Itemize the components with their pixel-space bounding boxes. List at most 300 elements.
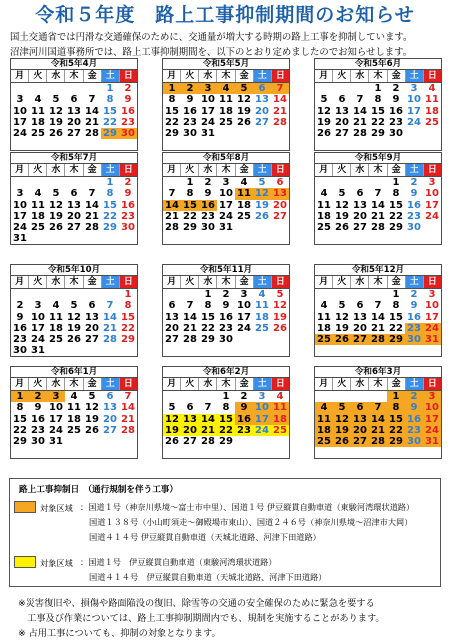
empty-cell <box>333 345 351 356</box>
day-cell: 22 <box>165 116 179 128</box>
yellow-area-line: 国道４１４号 伊豆縦貫自動車道（天城北道路、河津下田道路） <box>89 572 327 582</box>
empty-cell <box>369 447 387 458</box>
weekday-label: 日 <box>424 276 441 288</box>
day-cell: 14 <box>103 311 117 323</box>
day-cell: 19 <box>255 199 269 211</box>
empty-cell <box>333 289 351 300</box>
day-cell: 10 <box>49 402 63 414</box>
empty-cell <box>271 345 289 356</box>
empty-cell <box>369 233 387 244</box>
empty-cell <box>217 233 235 244</box>
day-cell: 19 <box>317 116 331 128</box>
day-cell: 25 <box>315 436 333 447</box>
day-cell: 30 <box>219 334 233 346</box>
day-cell: 22 <box>201 322 215 334</box>
day-cell: 3 <box>258 391 266 402</box>
empty-cell <box>217 447 235 458</box>
empty-cell <box>333 391 351 402</box>
day-cell: 18 <box>31 210 45 222</box>
empty-cell <box>11 139 29 150</box>
day-cell: 29 <box>201 334 215 346</box>
empty-cell <box>47 233 65 244</box>
note-line: ※ 占用工事についても、抑制の対象となります。 <box>18 628 221 639</box>
day-cell: 4 <box>320 300 328 312</box>
day-cell: 5 <box>70 300 78 312</box>
day-cell: 24 <box>31 334 45 346</box>
empty-cell <box>101 447 119 458</box>
day-cell: 21 <box>353 116 367 128</box>
day-cell: 6 <box>338 94 346 106</box>
day-cell: 26 <box>165 436 179 448</box>
day-cell: 15 <box>387 414 405 425</box>
day-cell: 24 <box>13 128 27 140</box>
day-cell: 29 <box>121 334 135 346</box>
weekday-label: 月 <box>315 378 333 390</box>
day-cell: 8 <box>374 94 382 106</box>
day-cell: 14 <box>371 311 385 323</box>
day-cell: 14 <box>121 402 135 414</box>
weekday-header <box>163 378 289 391</box>
day-cell: 29 <box>219 436 233 448</box>
day-cell: 21 <box>369 425 387 436</box>
weekday-header <box>315 378 441 391</box>
weekday-label: 火 <box>181 378 199 390</box>
notes <box>18 596 448 641</box>
day-cell: 25 <box>271 425 289 436</box>
empty-cell <box>199 447 217 458</box>
day-cell: 9 <box>204 188 212 200</box>
day-cell: 16 <box>407 199 421 211</box>
day-cell: 15 <box>201 311 215 323</box>
weekday-label: 木 <box>369 164 387 176</box>
day-grid <box>163 83 289 151</box>
empty-cell <box>351 391 369 402</box>
empty-cell <box>83 177 101 188</box>
day-cell: 23 <box>407 210 421 222</box>
day-cell: 5 <box>276 289 284 300</box>
day-cell: 7 <box>271 83 289 94</box>
day-grid <box>163 289 289 357</box>
day-cell: 9 <box>235 402 253 413</box>
day-cell: 15 <box>181 200 199 211</box>
day-cell: 2 <box>392 83 400 94</box>
month-calendar <box>162 366 290 459</box>
month-title: 令和5年8月 <box>163 153 289 164</box>
day-cell: 23 <box>405 425 423 436</box>
day-cell: 8 <box>186 188 194 200</box>
day-cell: 2 <box>16 300 24 312</box>
day-cell: 9 <box>186 94 194 106</box>
day-cell: 23 <box>31 424 45 436</box>
day-cell: 25 <box>219 116 233 128</box>
weekday-label: 火 <box>29 70 47 82</box>
day-cell: 7 <box>374 300 382 312</box>
weekday-label: 金 <box>84 378 102 390</box>
note-line: 工事及び作業については、路上工事抑制期間内でも、規制を実施することがあります。 <box>18 613 385 624</box>
empty-cell <box>369 139 387 150</box>
day-cell: 11 <box>31 199 45 211</box>
weekday-label: 火 <box>333 70 351 82</box>
day-cell: 21 <box>85 210 99 222</box>
day-cell: 11 <box>31 105 45 117</box>
day-grid <box>163 177 289 245</box>
empty-cell <box>315 83 333 94</box>
day-cell: 29 <box>103 222 117 234</box>
day-cell: 26 <box>333 436 351 447</box>
day-cell: 8 <box>387 402 405 413</box>
day-cell: 16 <box>407 311 421 323</box>
month-title: 令和6年1月 <box>11 367 137 378</box>
day-cell: 1 <box>186 177 194 188</box>
day-cell: 24 <box>425 210 439 222</box>
weekday-label: 金 <box>84 70 102 82</box>
weekday-label: 日 <box>272 164 289 176</box>
weekday-label: 日 <box>272 70 289 82</box>
empty-cell <box>423 222 441 233</box>
weekday-label: 日 <box>120 276 137 288</box>
note-line: ※災害復旧や、損傷や路面陥没の復旧、除雪等の交通の安全確保のために緊急を要する <box>18 598 375 609</box>
empty-cell <box>29 139 47 150</box>
weekday-label: 水 <box>351 70 369 82</box>
empty-cell <box>119 345 137 356</box>
day-cell: 10 <box>253 402 271 413</box>
day-cell: 26 <box>317 128 331 140</box>
day-cell: 14 <box>371 199 385 211</box>
empty-cell <box>333 447 351 458</box>
day-cell: 12 <box>67 311 81 323</box>
day-cell: 30 <box>183 128 197 140</box>
day-cell: 26 <box>273 322 287 334</box>
empty-cell <box>351 83 369 94</box>
day-cell: 23 <box>201 210 215 222</box>
empty-cell <box>217 128 235 139</box>
day-cell: 9 <box>405 402 423 413</box>
day-cell: 11 <box>219 94 233 106</box>
yellow-swatch <box>14 556 36 568</box>
day-cell: 16 <box>31 413 45 425</box>
day-cell: 27 <box>351 334 369 345</box>
day-cell: 24 <box>237 322 251 334</box>
weekday-label: 木 <box>217 276 235 288</box>
day-cell: 14 <box>183 311 197 323</box>
day-cell: 17 <box>423 414 441 425</box>
day-cell: 8 <box>392 300 400 312</box>
empty-cell <box>333 83 351 94</box>
weekday-label: 水 <box>47 164 65 176</box>
empty-cell <box>253 128 271 139</box>
day-cell: 29 <box>387 436 405 447</box>
weekday-label: 金 <box>236 378 254 390</box>
day-cell: 25 <box>31 128 45 140</box>
day-cell: 23 <box>405 323 423 334</box>
empty-cell <box>315 177 333 188</box>
weekday-label: 月 <box>11 378 29 390</box>
empty-cell <box>47 447 65 458</box>
day-cell: 12 <box>335 311 349 323</box>
month-title: 令和5年9月 <box>315 153 441 164</box>
day-cell: 1 <box>387 391 405 402</box>
day-cell: 3 <box>428 177 436 188</box>
day-cell: 17 <box>407 105 421 117</box>
weekday-label: 火 <box>181 70 199 82</box>
empty-cell <box>253 447 271 458</box>
day-cell: 30 <box>407 222 421 234</box>
day-grid <box>315 391 441 459</box>
orange-area-line: ：国道１号（神奈川県境～富士市中里）、国道１号 伊豆縦貫自動車道（東駿河湾環状道路） <box>80 502 415 512</box>
day-cell: 8 <box>392 188 400 200</box>
empty-cell <box>315 391 333 402</box>
month-calendar <box>314 152 442 245</box>
day-cell: 1 <box>222 391 230 402</box>
day-cell: 16 <box>13 322 27 334</box>
empty-cell <box>423 139 441 150</box>
weekday-label: 木 <box>217 164 235 176</box>
day-cell: 4 <box>52 300 60 312</box>
weekday-label: 金 <box>388 276 406 288</box>
day-cell: 23 <box>219 322 233 334</box>
day-cell: 7 <box>369 402 387 413</box>
day-cell: 12 <box>237 94 251 106</box>
day-cell: 5 <box>52 94 60 106</box>
weekday-label: 月 <box>11 164 29 176</box>
day-cell: 3 <box>199 83 217 94</box>
empty-cell <box>271 222 289 233</box>
day-cell: 29 <box>389 222 403 234</box>
weekday-label: 土 <box>102 276 120 288</box>
day-cell: 17 <box>219 199 233 211</box>
day-cell: 12 <box>163 414 181 425</box>
empty-cell <box>387 233 405 244</box>
day-cell: 21 <box>273 105 287 117</box>
weekday-label: 火 <box>181 276 199 288</box>
weekday-header <box>315 276 441 289</box>
day-cell: 29 <box>371 128 385 140</box>
intro-line: 沼津河川国道事務所では、路上工事抑制期間を、以下のとおり定めましたのでお知らせします。 <box>10 47 413 58</box>
empty-cell <box>199 391 217 402</box>
weekday-label: 土 <box>102 164 120 176</box>
day-cell: 19 <box>49 210 63 222</box>
weekday-label: 木 <box>217 70 235 82</box>
day-grid <box>315 177 441 245</box>
day-cell: 3 <box>240 289 248 300</box>
day-cell: 18 <box>271 414 289 425</box>
day-cell: 8 <box>222 402 230 414</box>
weekday-label: 木 <box>65 276 83 288</box>
month-title: 令和5年7月 <box>11 153 137 164</box>
day-cell: 8 <box>106 188 114 200</box>
day-cell: 24 <box>13 222 27 234</box>
day-cell: 5 <box>338 300 346 312</box>
day-cell: 26 <box>85 424 99 436</box>
day-cell: 29 <box>387 334 405 345</box>
day-cell: 7 <box>186 300 194 312</box>
weekday-label: 水 <box>47 378 65 390</box>
day-cell: 5 <box>52 188 60 200</box>
empty-cell <box>405 233 423 244</box>
day-cell: 5 <box>258 177 266 188</box>
empty-cell <box>163 447 181 458</box>
day-cell: 15 <box>165 105 179 117</box>
day-cell: 10 <box>425 188 439 200</box>
weekday-label: 水 <box>351 164 369 176</box>
day-cell: 7 <box>204 402 212 414</box>
empty-cell <box>101 436 119 447</box>
day-cell: 13 <box>351 414 369 425</box>
empty-cell <box>351 233 369 244</box>
day-cell: 22 <box>217 425 235 436</box>
day-cell: 15 <box>217 414 235 425</box>
day-cell: 31 <box>201 128 215 140</box>
empty-cell <box>65 436 83 447</box>
day-cell: 7 <box>124 391 132 402</box>
day-cell: 16 <box>199 200 217 211</box>
day-cell: 23 <box>13 334 27 346</box>
weekday-label: 金 <box>388 164 406 176</box>
empty-cell <box>163 139 181 150</box>
day-cell: 6 <box>356 188 364 200</box>
day-cell: 24 <box>423 425 441 436</box>
day-cell: 30 <box>201 222 215 234</box>
day-cell: 13 <box>353 311 367 323</box>
day-cell: 31 <box>31 345 45 357</box>
day-cell: 17 <box>425 199 439 211</box>
day-cell: 13 <box>353 199 367 211</box>
day-cell: 31 <box>49 436 63 448</box>
day-cell: 8 <box>168 94 176 106</box>
weekday-label: 日 <box>120 164 137 176</box>
day-cell: 2 <box>405 391 423 402</box>
day-cell: 15 <box>103 105 117 117</box>
empty-cell <box>387 447 405 458</box>
day-cell: 10 <box>13 199 27 211</box>
day-cell: 11 <box>271 402 289 413</box>
day-cell: 14 <box>199 414 217 425</box>
day-cell: 9 <box>222 300 230 312</box>
day-cell: 26 <box>49 128 63 140</box>
weekday-label: 日 <box>120 70 137 82</box>
day-cell: 21 <box>183 322 197 334</box>
month-calendar <box>314 264 442 357</box>
day-cell: 31 <box>219 222 233 234</box>
day-cell: 2 <box>410 289 418 300</box>
day-cell: 20 <box>273 199 287 211</box>
day-cell: 1 <box>204 289 212 300</box>
intro-line: 国土交通省では円滑な交通確保のために、交通量が増大する時期の路上工事を抑制しています。 <box>10 32 413 43</box>
day-cell: 15 <box>389 311 403 323</box>
day-cell: 5 <box>235 83 253 94</box>
day-cell: 19 <box>335 210 349 222</box>
orange-area-label: 対象区域 <box>40 503 73 513</box>
day-cell: 3 <box>423 391 441 402</box>
weekday-label: 火 <box>29 378 47 390</box>
empty-cell <box>271 334 289 345</box>
empty-cell <box>181 391 199 402</box>
day-cell: 20 <box>353 322 367 334</box>
month-title: 令和5年5月 <box>163 59 289 70</box>
weekday-label: 日 <box>120 378 137 390</box>
weekday-label: 日 <box>424 164 441 176</box>
day-cell: 21 <box>371 210 385 222</box>
weekday-label: 金 <box>84 164 102 176</box>
day-cell: 27 <box>103 424 117 436</box>
empty-cell <box>11 447 29 458</box>
orange-swatch <box>14 501 36 513</box>
day-cell: 5 <box>88 391 96 402</box>
day-cell: 12 <box>253 188 271 199</box>
weekday-label: 土 <box>406 378 424 390</box>
day-cell: 17 <box>425 311 439 323</box>
month-title: 令和5年4月 <box>11 59 137 70</box>
empty-cell <box>181 289 199 300</box>
day-cell: 2 <box>222 289 230 300</box>
day-cell: 26 <box>67 334 81 346</box>
weekday-label: 土 <box>102 378 120 390</box>
weekday-header <box>315 164 441 177</box>
day-cell: 19 <box>333 425 351 436</box>
day-cell: 10 <box>201 94 215 106</box>
day-cell: 5 <box>333 402 351 413</box>
day-cell: 12 <box>85 402 99 414</box>
day-cell: 5 <box>168 402 176 414</box>
day-cell: 23 <box>235 425 253 436</box>
month-calendar <box>314 366 442 459</box>
day-cell: 20 <box>353 210 367 222</box>
day-cell: 22 <box>389 322 403 334</box>
day-cell: 11 <box>49 311 63 323</box>
empty-cell <box>235 447 253 458</box>
day-cell: 11 <box>317 199 331 211</box>
weekday-label: 月 <box>315 70 333 82</box>
day-cell: 13 <box>335 105 349 117</box>
day-cell: 10 <box>31 311 45 323</box>
day-cell: 21 <box>85 116 99 128</box>
day-cell: 9 <box>410 188 418 200</box>
day-grid <box>315 83 441 151</box>
day-cell: 28 <box>273 116 287 128</box>
empty-cell <box>29 447 47 458</box>
day-grid <box>11 83 137 151</box>
empty-cell <box>253 233 271 244</box>
day-cell: 20 <box>103 413 117 425</box>
weekday-label: 土 <box>406 276 424 288</box>
weekday-header <box>163 164 289 177</box>
month-calendar <box>10 58 138 151</box>
day-cell: 4 <box>258 289 266 300</box>
day-cell: 26 <box>335 222 349 234</box>
empty-cell <box>315 345 333 356</box>
day-cell: 30 <box>389 128 403 140</box>
day-cell: 9 <box>16 311 24 323</box>
day-cell: 19 <box>85 413 99 425</box>
day-cell: 19 <box>237 105 251 117</box>
empty-cell <box>405 447 423 458</box>
day-cell: 27 <box>165 334 179 346</box>
empty-cell <box>405 139 423 150</box>
day-cell: 24 <box>423 323 441 334</box>
empty-cell <box>351 345 369 356</box>
empty-cell <box>181 233 199 244</box>
day-cell: 24 <box>253 425 271 436</box>
day-cell: 2 <box>124 177 132 188</box>
day-cell: 1 <box>163 83 181 94</box>
weekday-label: 火 <box>333 378 351 390</box>
month-title: 令和6年3月 <box>315 367 441 378</box>
empty-cell <box>101 233 119 244</box>
day-cell: 28 <box>353 128 367 140</box>
weekday-header <box>315 70 441 83</box>
day-cell: 21 <box>165 210 179 222</box>
month-title: 令和5年11月 <box>163 265 289 276</box>
